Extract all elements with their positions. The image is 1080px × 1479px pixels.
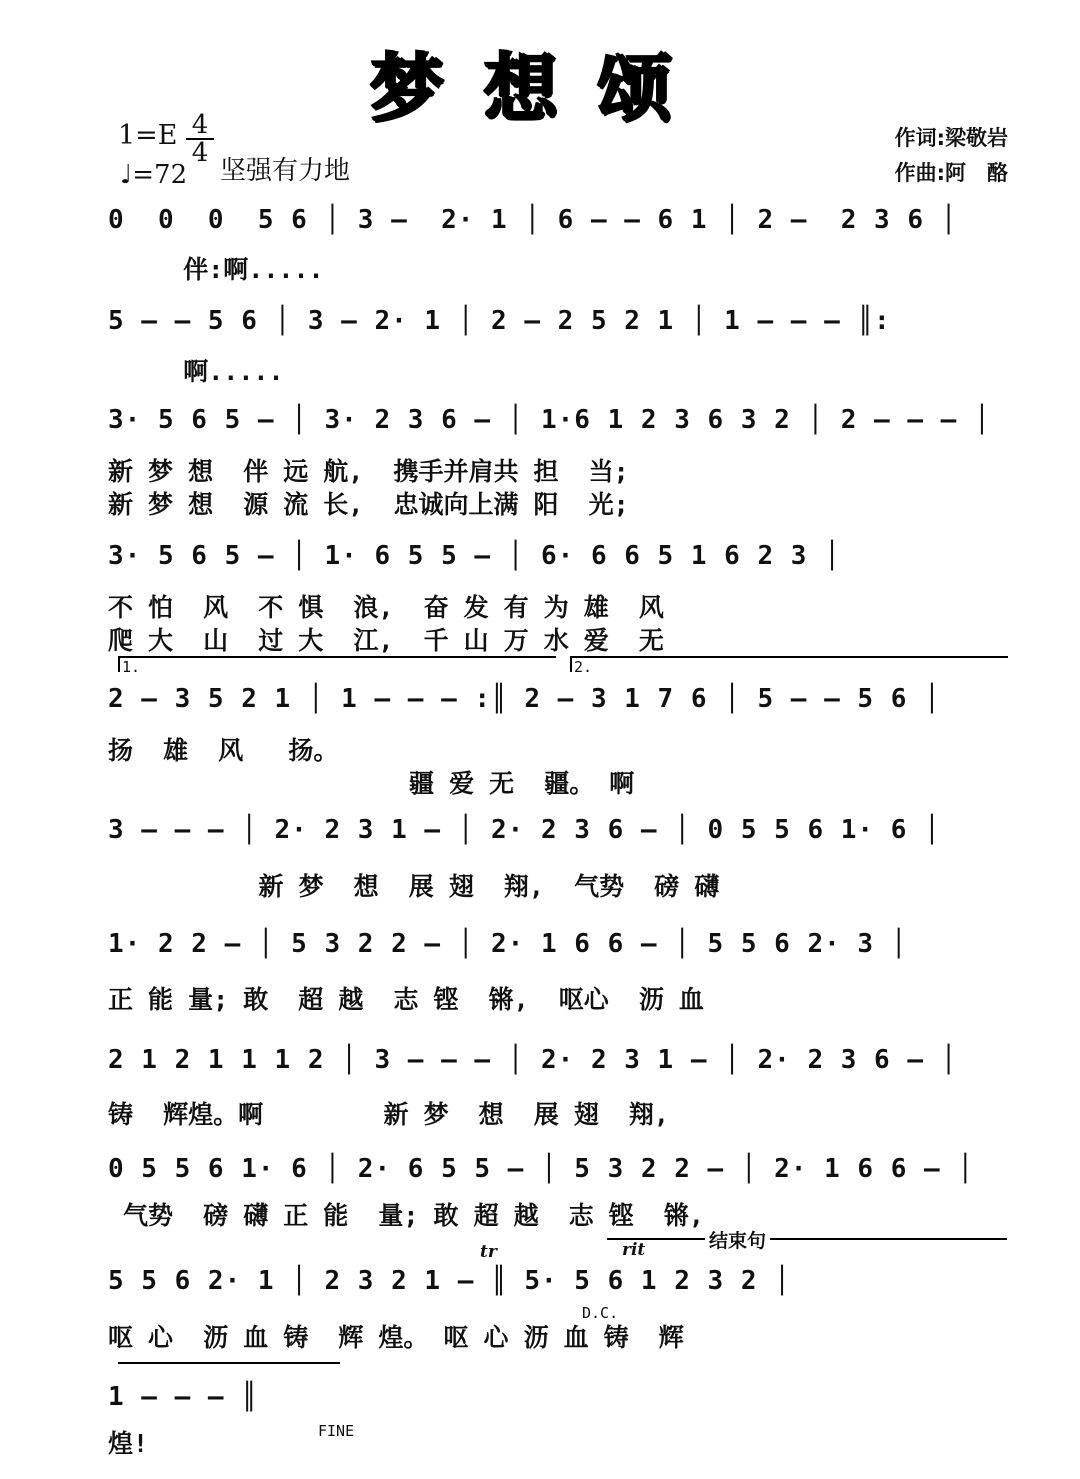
notation-line: 1· 2 2 – │ 5 3 2 2 – │ 2· 1 6 6 – │ 5 5 6 2· 3 │ [108, 929, 908, 959]
fine-mark: FINE [318, 1422, 355, 1440]
time-signature [186, 112, 214, 166]
score-system-3 [108, 405, 1008, 455]
expression-marking: 坚强有力地 [220, 156, 351, 186]
score-system-4 [108, 541, 1008, 591]
time-signature-denominator: 4 [191, 138, 209, 168]
ritardando-mark: rit [622, 1240, 646, 1260]
notation-line: 1 – – – ║ [108, 1382, 258, 1412]
trill-mark: tr [480, 1242, 497, 1262]
lyric-line: 气势 磅 礴 正 能 量; 敢 超 越 志 铿 锵, [108, 1201, 704, 1230]
lyric-line: 正 能 量; 敢 超 越 志 铿 锵, 呕心 沥 血 [108, 985, 704, 1014]
lyric-line: 铸 辉煌。啊 新 梦 想 展 翅 翔, [108, 1100, 669, 1129]
notation-line: 5 5 6 2· 1 │ 2 3 2 1 – ║ 5· 5 6 1 2 3 2 │ [108, 1266, 791, 1296]
score-system-5 [108, 684, 1008, 734]
notation-line: 0 0 0 5 6 │ 3 – 2· 1 │ 6 – – 6 1 │ 2 – 2 3 6 │ [108, 205, 958, 235]
tempo-marking: ♩=72 [120, 160, 188, 190]
score-system-10 [108, 1266, 1008, 1316]
notation-line: 0 5 5 6 1· 6 │ 2· 6 5 5 – │ 5 3 2 2 – │ 2· 1 6 6 – │ [108, 1154, 974, 1184]
volta-1-label: 1. [122, 658, 141, 676]
volta-bracket-1 [118, 656, 556, 676]
notation-line: 3 – – – │ 2· 2 3 1 – │ 2· 2 3 6 – │ 0 5 5 6 1· 6 │ [108, 815, 941, 845]
notation-line: 2 1 2 1 1 1 2 │ 3 – – – │ 2· 2 3 1 – │ 2· 2 3 6 – │ [108, 1045, 958, 1075]
lyric-line: 煌! [108, 1429, 149, 1458]
score-system-2 [108, 306, 1008, 356]
notation-line: 3· 5 6 5 – │ 1· 6 5 5 – │ 6· 6 6 5 1 6 2 3 │ [108, 541, 841, 571]
final-bracket [118, 1362, 340, 1365]
ending-phrase-label: 结束句 [705, 1226, 770, 1253]
composer-credit: 作曲:阿 酪 [894, 161, 1008, 185]
lyricist-credit: 作词:梁敬岩 [894, 126, 1008, 150]
lyric-line: 啊..... [108, 357, 284, 386]
lyric-line: 新 梦 想 源 流 长, 忠诚向上满 阳 光; [108, 490, 629, 519]
score-system-7 [108, 929, 1008, 979]
volta-bracket-2 [570, 656, 1008, 676]
ending-phrase-bracket [607, 1238, 1007, 1241]
lyric-line: 爬 大 山 过 大 江, 千 山 万 水 爱 无 [108, 626, 664, 655]
score-system-1 [108, 205, 1008, 255]
time-signature-numerator: 4 [186, 112, 214, 140]
lyric-line: 呕 心 沥 血 铸 辉 煌。 呕 心 沥 血 铸 辉 [108, 1323, 684, 1352]
lyric-line: 伴:啊..... [108, 255, 324, 284]
key-signature: 1=E [118, 120, 178, 151]
score-system-6 [108, 815, 1008, 865]
volta-2-label: 2. [574, 658, 593, 676]
lyric-line: 新 梦 想 展 翅 翔, 气势 磅 礴 [108, 872, 720, 901]
score-system-8 [108, 1045, 1008, 1095]
notation-line: 5 – – 5 6 │ 3 – 2· 1 │ 2 – 2 5 2 1 │ 1 – – – ║: [108, 306, 891, 336]
lyric-line: 扬 雄 风 扬。 [108, 736, 339, 765]
da-capo-mark: D.C. [582, 1304, 619, 1322]
notation-line: 3· 5 6 5 – │ 3· 2 3 6 – │ 1·6 1 2 3 6 3 2 │ 2 – – – │ [108, 405, 991, 435]
lyric-line: 不 怕 风 不 惧 浪, 奋 发 有 为 雄 风 [108, 593, 664, 622]
song-title: 梦想颂 [369, 46, 711, 132]
lyric-line: 新 梦 想 伴 远 航, 携手并肩共 担 当; [108, 457, 629, 486]
lyric-line: 疆 爱 无 疆。 啊 [108, 769, 635, 798]
notation-line: 2 – 3 5 2 1 │ 1 – – – :║ 2 – 3 1 7 6 │ 5 – – 5 6 │ [108, 684, 941, 714]
